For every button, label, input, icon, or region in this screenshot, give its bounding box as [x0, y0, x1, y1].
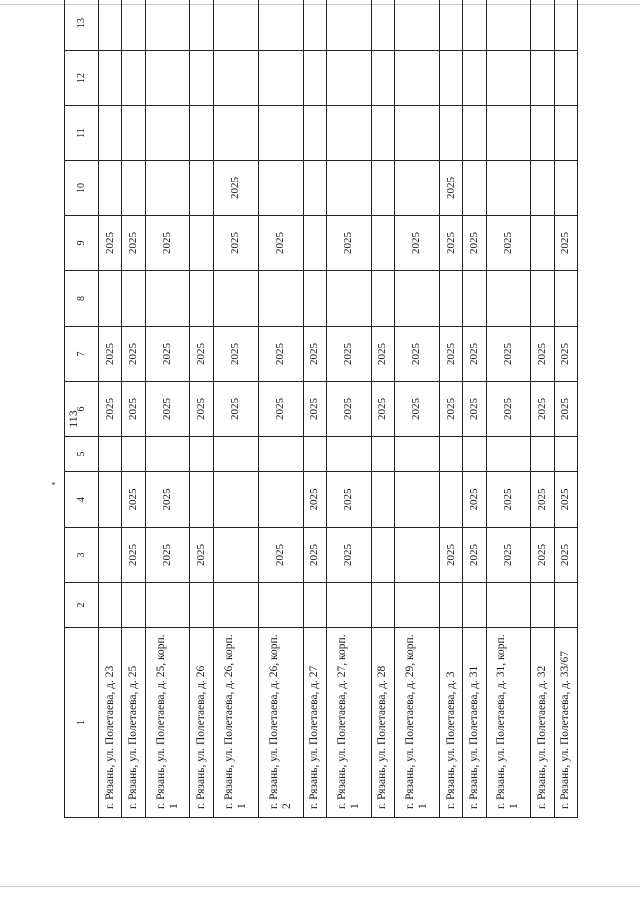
- year-cell: [326, 106, 371, 161]
- year-cell: 2025: [122, 327, 145, 382]
- year-cell: 2025: [258, 382, 303, 437]
- year-cell: 2025: [258, 528, 303, 583]
- table-row: [439, 0, 462, 818]
- year-cell: [122, 161, 145, 216]
- column-number-cell: 10: [65, 161, 99, 216]
- year-cell: [213, 528, 258, 583]
- address-cell: г. Рязань, ул. Полетаева, д. 27: [303, 628, 326, 818]
- year-cell: [145, 0, 190, 51]
- table-row: [326, 0, 371, 818]
- year-cell: 2025: [554, 528, 577, 583]
- year-cell: 2025: [258, 327, 303, 382]
- year-cell: 2025: [99, 327, 122, 382]
- table-row: [395, 0, 440, 818]
- year-cell: [99, 0, 122, 51]
- year-cell: 2025: [554, 216, 577, 271]
- year-cell: [486, 271, 531, 327]
- year-cell: [99, 472, 122, 528]
- year-cell: 2025: [303, 382, 326, 437]
- year-cell: [145, 51, 190, 106]
- address-cell: г. Рязань, ул. Полетаева, д. 31, корп. 1: [486, 628, 531, 818]
- year-cell: [303, 437, 326, 472]
- year-cell: 2025: [303, 472, 326, 528]
- year-cell: [122, 437, 145, 472]
- table-body: [65, 0, 578, 818]
- year-cell: [258, 583, 303, 628]
- year-cell: [395, 528, 440, 583]
- year-cell: 2025: [326, 528, 371, 583]
- year-cell: 2025: [122, 382, 145, 437]
- year-cell: 2025: [190, 528, 213, 583]
- year-cell: [99, 528, 122, 583]
- year-cell: [213, 51, 258, 106]
- year-cell: [303, 271, 326, 327]
- year-cell: 2025: [486, 327, 531, 382]
- table-row: [486, 0, 531, 818]
- address-cell: г. Рязань, ул. Полетаева, д. 25, корп. 1: [145, 628, 190, 818]
- column-number-cell: 3: [65, 528, 99, 583]
- year-cell: [99, 271, 122, 327]
- year-cell: [303, 51, 326, 106]
- year-cell: [190, 437, 213, 472]
- year-cell: 2025: [190, 382, 213, 437]
- year-cell: [463, 271, 486, 327]
- year-cell: [486, 161, 531, 216]
- year-cell: [439, 271, 462, 327]
- year-cell: [531, 437, 554, 472]
- year-cell: [258, 437, 303, 472]
- year-cell: [303, 106, 326, 161]
- address-cell: г. Рязань, ул. Полетаева, д. 27, корп. 1: [326, 628, 371, 818]
- year-cell: [371, 0, 394, 51]
- year-cell: [463, 437, 486, 472]
- address-cell: г. Рязань, ул. Полетаева, д. 25: [122, 628, 145, 818]
- year-cell: 2025: [486, 216, 531, 271]
- year-cell: [213, 0, 258, 51]
- year-cell: [99, 51, 122, 106]
- year-cell: 2025: [145, 528, 190, 583]
- year-cell: [213, 437, 258, 472]
- year-cell: 2025: [213, 216, 258, 271]
- address-cell: г. Рязань, ул. Полетаева, д. 26: [190, 628, 213, 818]
- year-cell: [326, 583, 371, 628]
- year-cell: 2025: [531, 528, 554, 583]
- year-cell: [145, 271, 190, 327]
- year-cell: [122, 106, 145, 161]
- year-cell: [463, 0, 486, 51]
- year-cell: [395, 271, 440, 327]
- year-cell: [190, 472, 213, 528]
- year-cell: [190, 583, 213, 628]
- year-cell: [395, 161, 440, 216]
- year-cell: [554, 106, 577, 161]
- year-cell: [303, 161, 326, 216]
- year-cell: [326, 161, 371, 216]
- year-cell: 2025: [531, 327, 554, 382]
- year-cell: 2025: [439, 216, 462, 271]
- column-number-cell: 2: [65, 583, 99, 628]
- year-cell: 2025: [439, 327, 462, 382]
- year-cell: [190, 161, 213, 216]
- year-cell: 2025: [145, 327, 190, 382]
- column-number-cell: 11: [65, 106, 99, 161]
- year-cell: [99, 583, 122, 628]
- table-row: [122, 0, 145, 818]
- column-number-cell: 6: [65, 382, 99, 437]
- year-cell: [371, 271, 394, 327]
- year-cell: [371, 437, 394, 472]
- year-cell: [371, 216, 394, 271]
- year-cell: [554, 0, 577, 51]
- year-cell: 2025: [395, 216, 440, 271]
- year-cell: [531, 583, 554, 628]
- column-number-row: [65, 0, 99, 818]
- year-cell: [122, 583, 145, 628]
- year-cell: 2025: [213, 382, 258, 437]
- year-cell: [213, 271, 258, 327]
- column-number-cell: 12: [65, 51, 99, 106]
- year-cell: [439, 583, 462, 628]
- year-cell: [145, 106, 190, 161]
- table-row: [303, 0, 326, 818]
- year-cell: [122, 271, 145, 327]
- year-cell: [326, 0, 371, 51]
- year-cell: [371, 161, 394, 216]
- year-cell: [99, 437, 122, 472]
- year-cell: 2025: [122, 216, 145, 271]
- year-cell: 2025: [463, 528, 486, 583]
- year-cell: 2025: [326, 327, 371, 382]
- year-cell: [258, 0, 303, 51]
- year-cell: [258, 106, 303, 161]
- year-cell: 2025: [463, 472, 486, 528]
- year-cell: [145, 583, 190, 628]
- year-cell: 2025: [213, 327, 258, 382]
- year-cell: 2025: [439, 528, 462, 583]
- year-cell: 2025: [554, 382, 577, 437]
- address-cell: г. Рязань, ул. Полетаева, д. 28: [371, 628, 394, 818]
- scan-artifact-dot: [52, 482, 55, 485]
- year-cell: [326, 51, 371, 106]
- year-cell: 2025: [145, 472, 190, 528]
- year-cell: [554, 161, 577, 216]
- address-cell: г. Рязань, ул. Полетаева, д. 32: [531, 628, 554, 818]
- year-cell: 2025: [439, 161, 462, 216]
- year-cell: [190, 216, 213, 271]
- year-cell: [486, 0, 531, 51]
- year-cell: [122, 0, 145, 51]
- year-cell: 2025: [486, 472, 531, 528]
- column-number-cell: 4: [65, 472, 99, 528]
- year-cell: [486, 437, 531, 472]
- address-cell: г. Рязань, ул. Полетаева, д. 31: [463, 628, 486, 818]
- year-cell: 2025: [395, 382, 440, 437]
- year-cell: [531, 106, 554, 161]
- year-cell: [326, 437, 371, 472]
- year-cell: 2025: [99, 382, 122, 437]
- year-cell: [258, 51, 303, 106]
- year-cell: [99, 161, 122, 216]
- year-cell: 2025: [486, 382, 531, 437]
- year-cell: [213, 472, 258, 528]
- year-cell: [531, 161, 554, 216]
- table-row: [190, 0, 213, 818]
- year-cell: [395, 583, 440, 628]
- year-cell: [486, 583, 531, 628]
- year-cell: [554, 271, 577, 327]
- year-cell: [258, 161, 303, 216]
- year-cell: 2025: [395, 327, 440, 382]
- year-cell: [439, 437, 462, 472]
- year-cell: [554, 437, 577, 472]
- address-cell: г. Рязань, ул. Полетаева, д. 26, корп. 2: [258, 628, 303, 818]
- year-cell: [463, 161, 486, 216]
- year-cell: [395, 51, 440, 106]
- year-cell: 2025: [303, 528, 326, 583]
- address-cell: г. Рязань, ул. Полетаева, д. 26, корп. 1: [213, 628, 258, 818]
- year-cell: [531, 216, 554, 271]
- rotated-table-container: [64, 18, 578, 818]
- year-cell: 2025: [531, 382, 554, 437]
- year-cell: 2025: [486, 528, 531, 583]
- year-cell: [395, 106, 440, 161]
- column-number-cell: 5: [65, 437, 99, 472]
- year-cell: [99, 106, 122, 161]
- year-cell: [395, 0, 440, 51]
- year-cell: 2025: [531, 472, 554, 528]
- table-row: [531, 0, 554, 818]
- year-cell: [486, 106, 531, 161]
- year-cell: [439, 472, 462, 528]
- year-cell: [486, 51, 531, 106]
- address-cell: г. Рязань, ул. Полетаева, д. 23: [99, 628, 122, 818]
- year-cell: [190, 271, 213, 327]
- year-cell: [371, 528, 394, 583]
- year-cell: [439, 0, 462, 51]
- year-cell: [145, 437, 190, 472]
- year-cell: [190, 51, 213, 106]
- year-cell: [395, 472, 440, 528]
- column-number-cell: 8: [65, 271, 99, 327]
- year-cell: 2025: [145, 216, 190, 271]
- year-cell: [371, 583, 394, 628]
- year-cell: 2025: [326, 216, 371, 271]
- table-row: [463, 0, 486, 818]
- year-cell: [303, 583, 326, 628]
- table-row: [371, 0, 394, 818]
- year-cell: [439, 106, 462, 161]
- table-row: [99, 0, 122, 818]
- year-cell: [145, 161, 190, 216]
- year-cell: [371, 106, 394, 161]
- year-cell: [371, 51, 394, 106]
- page-number: 113: [66, 410, 80, 428]
- year-cell: 2025: [326, 382, 371, 437]
- year-cell: 2025: [371, 382, 394, 437]
- column-number-cell: 13: [65, 0, 99, 51]
- year-cell: [326, 271, 371, 327]
- year-cell: [554, 583, 577, 628]
- year-cell: [531, 271, 554, 327]
- year-cell: 2025: [371, 327, 394, 382]
- year-cell: [463, 583, 486, 628]
- year-cell: [190, 0, 213, 51]
- year-cell: 2025: [554, 327, 577, 382]
- year-cell: 2025: [554, 472, 577, 528]
- year-cell: [531, 51, 554, 106]
- table-row: [554, 0, 577, 818]
- address-schedule-table: [64, 0, 578, 818]
- year-cell: [463, 106, 486, 161]
- column-number-cell: 7: [65, 327, 99, 382]
- address-cell: г. Рязань, ул. Полетаева, д. 33/67: [554, 628, 577, 818]
- address-cell: г. Рязань, ул. Полетаева, д. 3: [439, 628, 462, 818]
- year-cell: 2025: [213, 161, 258, 216]
- table-row: [213, 0, 258, 818]
- year-cell: [213, 106, 258, 161]
- year-cell: [463, 51, 486, 106]
- year-cell: [122, 51, 145, 106]
- year-cell: [213, 583, 258, 628]
- year-cell: 2025: [190, 327, 213, 382]
- year-cell: 2025: [122, 528, 145, 583]
- year-cell: 2025: [326, 472, 371, 528]
- year-cell: [258, 472, 303, 528]
- year-cell: [531, 0, 554, 51]
- year-cell: [554, 51, 577, 106]
- year-cell: 2025: [145, 382, 190, 437]
- year-cell: [303, 216, 326, 271]
- scan-artifact-line-bottom: [0, 886, 640, 887]
- column-number-cell: 9: [65, 216, 99, 271]
- year-cell: [190, 106, 213, 161]
- address-cell: г. Рязань, ул. Полетаева, д. 29, корп. 1: [395, 628, 440, 818]
- year-cell: 2025: [463, 382, 486, 437]
- year-cell: 2025: [99, 216, 122, 271]
- column-number-cell: 1: [65, 628, 99, 818]
- year-cell: [303, 0, 326, 51]
- year-cell: 2025: [463, 216, 486, 271]
- table-row: [145, 0, 190, 818]
- year-cell: 2025: [258, 216, 303, 271]
- table-row: [258, 0, 303, 818]
- year-cell: [395, 437, 440, 472]
- year-cell: 2025: [122, 472, 145, 528]
- year-cell: 2025: [303, 327, 326, 382]
- year-cell: [439, 51, 462, 106]
- year-cell: 2025: [439, 382, 462, 437]
- year-cell: [371, 472, 394, 528]
- year-cell: 2025: [463, 327, 486, 382]
- year-cell: [258, 271, 303, 327]
